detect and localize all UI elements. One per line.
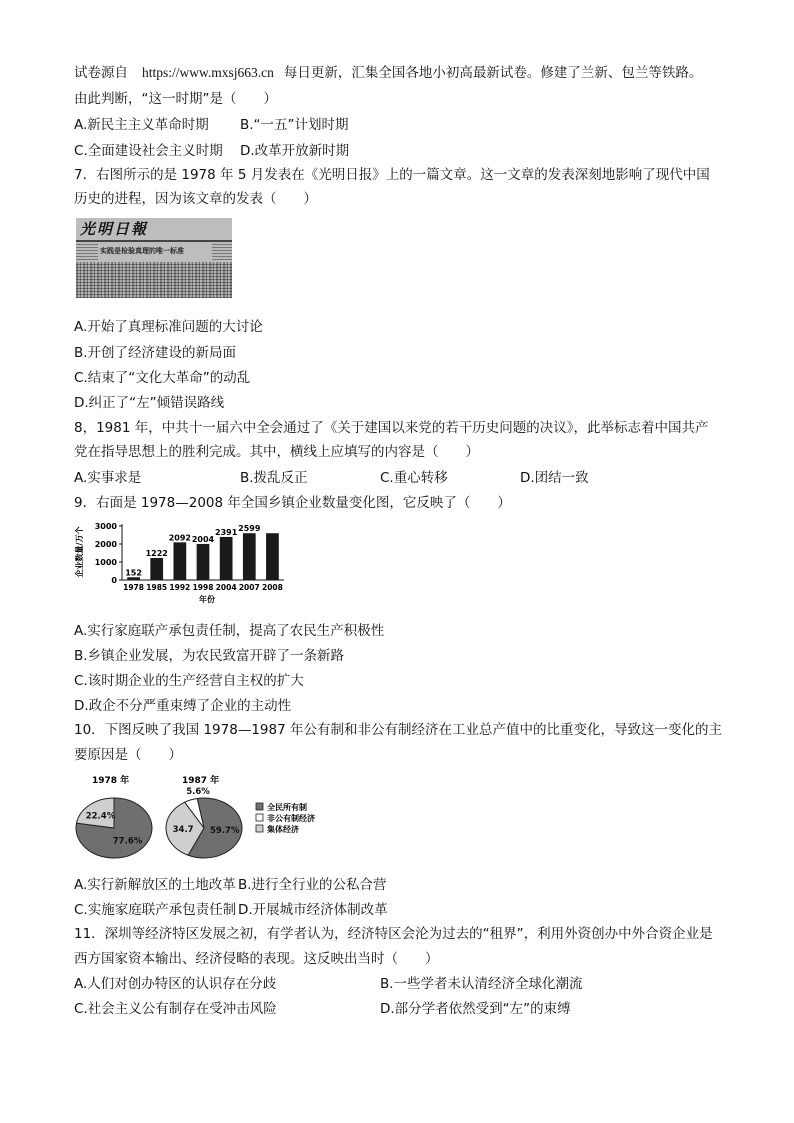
q10-option-b: B.进行全行业的公私合营 bbox=[238, 877, 387, 893]
bar-value-label: 2004 bbox=[191, 534, 215, 544]
x-axis-label: 年份 bbox=[199, 595, 215, 604]
legend-label: 非公有制经济 bbox=[267, 814, 315, 823]
newspaper-body-shading bbox=[76, 262, 232, 298]
q11-option-b: B.一些学者未认清经济全球化潮流 bbox=[380, 976, 583, 992]
q7-option-c: C.结束了“文化大革命”的动乱 bbox=[74, 370, 251, 386]
pie-title: 1987 年 bbox=[182, 776, 220, 786]
q10-option-c: C.实施家庭联产承包责任制 bbox=[74, 902, 237, 918]
q9-stem: 9．右面是 1978—2008 年全国乡镇企业数量变化图，它反映了（ ） bbox=[74, 495, 511, 511]
q7-stem-line1: 7．右图所示的是 1978 年 5 月发表在《光明日报》上的一篇文章。这一文章的发表深刻地影响了现代中国 bbox=[74, 167, 710, 183]
legend-swatch bbox=[256, 814, 263, 821]
pie-slice-label: 22.4% bbox=[85, 811, 116, 822]
x-tick-label: 1998 bbox=[192, 583, 214, 592]
bar bbox=[173, 542, 186, 580]
header-line bbox=[74, 64, 702, 82]
pie-title: 1978 年 bbox=[92, 776, 130, 786]
q9-option-c: C.该时期企业的生产经营自主权的扩大 bbox=[74, 673, 304, 689]
bar-chart bbox=[72, 518, 292, 604]
bar-value-label: 2391 bbox=[215, 527, 238, 537]
legend-swatch bbox=[256, 825, 263, 832]
x-tick-label: 1992 bbox=[169, 583, 191, 592]
newspaper-column-left bbox=[76, 242, 98, 260]
source-label: 试卷源自 bbox=[74, 65, 128, 81]
bar bbox=[266, 533, 279, 580]
q11-option-c: C.社会主义公有制存在受冲击风险 bbox=[74, 1001, 277, 1017]
x-tick-label: 1978 bbox=[123, 583, 145, 592]
legend-label: 全民所有制 bbox=[267, 803, 307, 812]
newspaper-rule bbox=[76, 240, 232, 242]
q8-option-d: D.团结一致 bbox=[520, 470, 589, 486]
bar-value-label: 2092 bbox=[168, 533, 191, 543]
legend-label: 集体经济 bbox=[267, 825, 299, 834]
q11-option-a: A.人们对创办特区的认识存在分歧 bbox=[74, 976, 277, 992]
bar bbox=[220, 537, 233, 580]
y-tick-label: 2000 bbox=[94, 540, 117, 549]
q8-stem-line2: 党在指导思想上的胜利完成。其中，横线上应填写的内容是（ ） bbox=[74, 444, 479, 460]
bar-value-label: 1222 bbox=[145, 549, 168, 559]
y-tick-label: 0 bbox=[111, 576, 117, 585]
q11-stem-line1: 11．深圳等经济特区发展之初，有学者认为，经济特区会沦为过去的“租界”，利用外资创办中外合资企业是 bbox=[74, 926, 713, 942]
q7-stem-line2: 历史的进程，因为该文章的发表（ ） bbox=[74, 191, 317, 207]
q8-stem-line1: 8，1981 年，中共十一届六中全会通过了《关于建国以来党的若干历史问题的决议》，此举标志着中国共产 bbox=[74, 420, 709, 436]
bar-value-label: 152 bbox=[125, 568, 142, 578]
q11-stem-line2: 西方国家资本输出、经济侵略的表现。这反映出当时（ ） bbox=[74, 951, 439, 967]
pie-charts bbox=[72, 773, 362, 865]
q8-option-b: B.拨乱反正 bbox=[240, 470, 308, 486]
q10-stem-line2: 要原因是（ ） bbox=[74, 747, 182, 763]
legend-swatch bbox=[256, 803, 263, 810]
bar bbox=[127, 577, 140, 580]
q6-option-a: A.新民主主义革命时期 bbox=[74, 117, 209, 133]
pie-slice-label: 34.7 bbox=[172, 824, 194, 835]
newspaper-headline: 实践是检验真理的唯一标准 bbox=[100, 247, 184, 255]
newspaper-image bbox=[76, 218, 232, 298]
bar bbox=[150, 558, 163, 580]
pie-slice-label: 77.6% bbox=[112, 836, 143, 847]
x-tick-label: 1985 bbox=[146, 583, 168, 592]
q6-option-b: B.“一五”计划时期 bbox=[240, 117, 349, 133]
q10-option-a: A.实行新解放区的土地改革 bbox=[74, 877, 236, 893]
x-tick-label: 2008 bbox=[261, 583, 283, 592]
x-tick-label: 2004 bbox=[215, 583, 237, 592]
q8-option-a: A.实事求是 bbox=[74, 470, 142, 486]
newspaper-masthead: 光明日報 bbox=[80, 220, 149, 238]
newspaper-column-right bbox=[212, 242, 232, 260]
x-tick-label: 2007 bbox=[238, 583, 260, 592]
bar-value-label: 2599 bbox=[238, 524, 261, 534]
y-tick-label: 3000 bbox=[94, 522, 117, 531]
y-tick-label: 1000 bbox=[94, 558, 117, 567]
q9-option-b: B.乡镇企业发展，为农民致富开辟了一条新路 bbox=[74, 648, 345, 664]
q10-stem-line1: 10．下图反映了我国 1978—1987 年公有制和非公有制经济在工业总产值中的比重变化，导致这一变化的主 bbox=[74, 722, 722, 738]
header-tagline: 每日更新，汇集全国各地小初高最新试卷。修建了兰新、包兰等铁路。 bbox=[283, 65, 703, 81]
q6-option-d: D.改革开放新时期 bbox=[240, 143, 350, 159]
y-axis-label: 企业数量/万个 bbox=[75, 526, 84, 578]
q6-stem: 由此判断，“这一时期”是（ ） bbox=[74, 91, 277, 107]
q10-option-d: D.开展城市经济体制改革 bbox=[238, 902, 388, 918]
bar bbox=[243, 533, 256, 580]
q11-option-d: D.部分学者依然受到“左”的束缚 bbox=[380, 1001, 571, 1017]
q8-option-c: C.重心转移 bbox=[380, 470, 448, 486]
q6-option-c: C.全面建设社会主义时期 bbox=[74, 143, 223, 159]
pie-slice-label: 59.7% bbox=[209, 826, 240, 837]
q7-option-a: A.开始了真理标准问题的大讨论 bbox=[74, 319, 263, 335]
source-url[interactable]: https://www.mxsj663.cn bbox=[142, 65, 274, 80]
q9-option-a: A.实行家庭联产承包责任制，提高了农民生产积极性 bbox=[74, 623, 385, 639]
q7-option-b: B.开创了经济建设的新局面 bbox=[74, 345, 237, 361]
q9-option-d: D.政企不分严重束缚了企业的主动性 bbox=[74, 698, 292, 714]
q7-option-d: D.纠正了“左”倾错误路线 bbox=[74, 395, 225, 411]
pie-slice-label: 5.6% bbox=[186, 787, 210, 797]
bar bbox=[197, 544, 210, 580]
